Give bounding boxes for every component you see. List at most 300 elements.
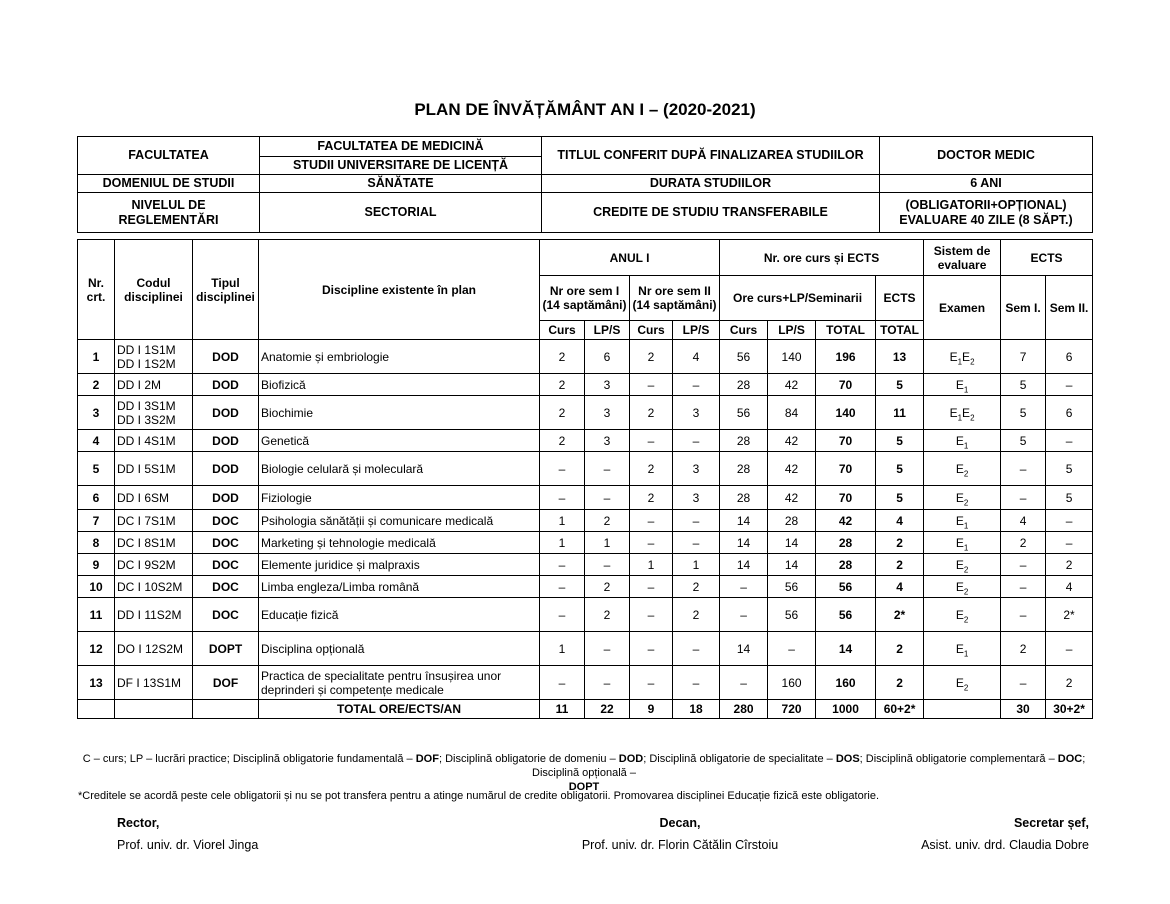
row-l1: 2 xyxy=(585,598,630,632)
row-cod-1: DC I 9S2M xyxy=(117,557,176,572)
row-examen xyxy=(924,430,1001,452)
row-ects: 5 xyxy=(876,486,924,510)
row-tip: DOD xyxy=(193,452,259,486)
exam-index: 1 xyxy=(963,542,969,552)
row-l1: 3 xyxy=(585,374,630,396)
footnote: *Creditele se acordă peste cele obligatorii și nu se pot transfera pentru a atinge numărul de credite obligatorii. Promovarea disciplinei Educație fizică este obligatorie. xyxy=(78,790,880,802)
row-cod-1: DD I 3S1M xyxy=(117,398,176,413)
row-oc: 56 xyxy=(720,340,768,374)
studii-value: STUDII UNIVERSITARE DE LICENȚĂ xyxy=(260,157,542,175)
row-l1: – xyxy=(585,452,630,486)
table-row xyxy=(78,598,1093,632)
header-lps-3: LP/S xyxy=(768,321,816,340)
row-tip: DOC xyxy=(193,510,259,532)
total-ects: 60+2* xyxy=(876,700,924,719)
row-tip: DOC xyxy=(193,576,259,598)
row-ol: 140 xyxy=(768,340,816,374)
row-nr: 7 xyxy=(78,510,115,532)
row-l2: 2 xyxy=(673,598,720,632)
row-total: 140 xyxy=(816,396,876,430)
header-curs-3: Curs xyxy=(720,321,768,340)
header-curs-2: Curs xyxy=(630,321,673,340)
header-sem1-2: (14 saptămâni) xyxy=(542,298,627,312)
row-nr: 12 xyxy=(78,632,115,666)
row-c1: 1 xyxy=(540,510,585,532)
header-nr-1: Nr. xyxy=(87,275,104,290)
row-total: 28 xyxy=(816,554,876,576)
credite-value-line-1: (OBLIGATORII+OPȚIONAL) xyxy=(905,197,1067,212)
row-sem2: – xyxy=(1046,632,1093,666)
row-l1: 2 xyxy=(585,576,630,598)
credite-label: CREDITE DE STUDIU TRANSFERABILE xyxy=(542,193,880,233)
header-nr xyxy=(78,240,115,340)
row-l2: – xyxy=(673,510,720,532)
signature-role: Rector, xyxy=(117,816,160,830)
row-c1: – xyxy=(540,554,585,576)
row-sem2: 5 xyxy=(1046,452,1093,486)
total-l1: 22 xyxy=(585,700,630,719)
row-ol: 84 xyxy=(768,396,816,430)
row-nr: 3 xyxy=(78,396,115,430)
legend-text-3: ; Disciplină obligatorie de specialitate – xyxy=(643,753,836,765)
row-cod-1: DF I 13S1M xyxy=(117,675,182,690)
row-examen xyxy=(924,452,1001,486)
row-nr: 10 xyxy=(78,576,115,598)
exam-index: 2 xyxy=(963,564,969,574)
table-row xyxy=(78,554,1093,576)
row-c1: 2 xyxy=(540,430,585,452)
row-l1: 2 xyxy=(585,510,630,532)
header-ects2: ECTS xyxy=(876,276,924,321)
header-cod-2: disciplinei xyxy=(124,289,183,304)
legend-text-4: ; Disciplină obligatorie complementară – xyxy=(859,753,1058,765)
row-nr: 4 xyxy=(78,430,115,452)
row-l1: – xyxy=(585,486,630,510)
row-tip: DOD xyxy=(193,430,259,452)
row-c1: 1 xyxy=(540,632,585,666)
header-semII: Sem II. xyxy=(1046,276,1093,340)
row-sem1: 2 xyxy=(1001,632,1046,666)
row-l2: – xyxy=(673,632,720,666)
row-cod-1: DD I 5S1M xyxy=(117,461,176,476)
row-oc: 28 xyxy=(720,374,768,396)
domeniul-value: SĂNĂTATE xyxy=(260,175,542,193)
total-ol: 720 xyxy=(768,700,816,719)
row-sem2: 6 xyxy=(1046,340,1093,374)
header-sistem xyxy=(924,240,1001,276)
row-l1: 3 xyxy=(585,396,630,430)
info-table xyxy=(77,136,1093,233)
row-cod xyxy=(115,666,193,700)
credite-value-line-2: EVALUARE 40 ZILE (8 SĂPT.) xyxy=(899,212,1073,227)
signature-name: Prof. univ. dr. Viorel Jinga xyxy=(117,838,259,852)
total-c2: 9 xyxy=(630,700,673,719)
row-l2: – xyxy=(673,666,720,700)
row-oc: 28 xyxy=(720,452,768,486)
header-lps-2: LP/S xyxy=(673,321,720,340)
row-disciplina: Educație fizică xyxy=(259,598,540,632)
row-ol: 14 xyxy=(768,554,816,576)
row-sem2: – xyxy=(1046,532,1093,554)
total-empty-4 xyxy=(924,700,1001,719)
exam-letter: E xyxy=(955,461,964,476)
row-examen xyxy=(924,486,1001,510)
header-sistem-1: Sistem de xyxy=(933,243,991,258)
row-disciplina: Elemente juridice și malpraxis xyxy=(259,554,540,576)
row-cod xyxy=(115,374,193,396)
row-nr: 8 xyxy=(78,532,115,554)
row-oc: 14 xyxy=(720,532,768,554)
legend-dopt: DOPT xyxy=(568,781,600,793)
row-oc: 56 xyxy=(720,396,768,430)
row-sem2: 2* xyxy=(1046,598,1093,632)
row-oc: 14 xyxy=(720,510,768,532)
row-sem1: 4 xyxy=(1001,510,1046,532)
row-ol: 42 xyxy=(768,430,816,452)
plan-table xyxy=(77,239,1093,719)
row-nr: 11 xyxy=(78,598,115,632)
domeniul-label: DOMENIUL DE STUDII xyxy=(78,175,260,193)
row-examen xyxy=(924,598,1001,632)
signature-secretar xyxy=(921,816,1089,852)
exam-letter: E xyxy=(955,641,964,656)
row-total: 56 xyxy=(816,576,876,598)
total-s1: 30 xyxy=(1001,700,1046,719)
row-disciplina: Fiziologie xyxy=(259,486,540,510)
row-sem1: – xyxy=(1001,666,1046,700)
header-curs-1: Curs xyxy=(540,321,585,340)
row-c1: 2 xyxy=(540,396,585,430)
legend-dof: DOF xyxy=(415,753,439,765)
header-sem2 xyxy=(630,276,720,321)
row-disciplina: Practica de specialitate pentru însușirea unor deprinderi și competențe medicale xyxy=(259,666,540,700)
header-cod xyxy=(115,240,193,340)
titlul-value: DOCTOR MEDIC xyxy=(880,137,1093,175)
row-ol: 42 xyxy=(768,486,816,510)
row-ol: 160 xyxy=(768,666,816,700)
durata-value: 6 ANI xyxy=(880,175,1093,193)
total-empty-1 xyxy=(78,700,115,719)
header-sem2-1: Nr ore sem II xyxy=(638,284,711,298)
row-ol: 42 xyxy=(768,452,816,486)
row-total: 28 xyxy=(816,532,876,554)
row-c2: – xyxy=(630,632,673,666)
row-cod xyxy=(115,632,193,666)
row-examen xyxy=(924,396,1001,430)
exam-index: 1 xyxy=(963,648,969,658)
row-l2: – xyxy=(673,430,720,452)
row-oc: – xyxy=(720,598,768,632)
row-sem1: – xyxy=(1001,576,1046,598)
row-examen xyxy=(924,510,1001,532)
row-tip: DOC xyxy=(193,532,259,554)
exam-index: 1 xyxy=(963,384,969,394)
table-row xyxy=(78,374,1093,396)
row-ects: 13 xyxy=(876,340,924,374)
row-cod-2: DD I 1S2M xyxy=(117,356,176,371)
row-nr: 2 xyxy=(78,374,115,396)
row-tip: DOC xyxy=(193,554,259,576)
total-ot: 1000 xyxy=(816,700,876,719)
row-disciplina: Marketing și tehnologie medicală xyxy=(259,532,540,554)
nivelul-label: NIVELUL DE REGLEMENTĂRI xyxy=(78,193,260,233)
exam-index: 1 xyxy=(957,356,963,366)
page-title: PLAN DE ÎNVĂȚĂMÂNT AN I – (2020-2021) xyxy=(414,100,756,119)
exam-letter: E xyxy=(955,607,964,622)
facultatea-value: FACULTATEA DE MEDICINĂ xyxy=(260,137,542,157)
row-cod-2: DD I 3S2M xyxy=(117,412,176,427)
exam-letter: E xyxy=(962,405,971,420)
header-semI: Sem I. xyxy=(1001,276,1046,340)
row-tip: DOD xyxy=(193,374,259,396)
exam-letter: E xyxy=(955,513,964,528)
row-cod xyxy=(115,430,193,452)
row-sem1: 2 xyxy=(1001,532,1046,554)
row-oc: 14 xyxy=(720,554,768,576)
row-sem2: – xyxy=(1046,374,1093,396)
exam-index: 2 xyxy=(970,356,975,366)
table-row xyxy=(78,396,1093,430)
row-disciplina: Genetică xyxy=(259,430,540,452)
header-orecurs: Ore curs+LP/Seminarii xyxy=(720,276,876,321)
header-sem2-2: (14 saptămâni) xyxy=(632,298,717,312)
header-tip-1: Tipul xyxy=(211,275,240,290)
signature-decan xyxy=(560,816,800,852)
row-examen xyxy=(924,554,1001,576)
row-disciplina: Anatomie și embriologie xyxy=(259,340,540,374)
row-ects: 4 xyxy=(876,510,924,532)
row-cod-1: DD I 1S1M xyxy=(117,342,176,357)
row-disciplina: Biochimie xyxy=(259,396,540,430)
row-ol: 42 xyxy=(768,374,816,396)
header-nrore: Nr. ore curs și ECTS xyxy=(720,240,924,276)
row-sem1: 5 xyxy=(1001,396,1046,430)
row-examen xyxy=(924,340,1001,374)
row-c2: – xyxy=(630,430,673,452)
row-total: 160 xyxy=(816,666,876,700)
row-l2: – xyxy=(673,374,720,396)
row-l2: – xyxy=(673,532,720,554)
row-cod-1: DD I 2M xyxy=(117,377,162,392)
exam-letter: E xyxy=(955,557,964,572)
total-row xyxy=(78,700,1093,719)
credite-value xyxy=(880,193,1093,233)
signature-name: Prof. univ. dr. Florin Cătălin Cîrstoiu xyxy=(581,838,779,852)
row-cod xyxy=(115,598,193,632)
row-examen xyxy=(924,632,1001,666)
row-c1: 2 xyxy=(540,340,585,374)
durata-label: DURATA STUDIILOR xyxy=(542,175,880,193)
header-tip xyxy=(193,240,259,340)
table-row xyxy=(78,666,1093,700)
signature-name: Asist. univ. drd. Claudia Dobre xyxy=(921,838,1089,852)
row-total: 14 xyxy=(816,632,876,666)
row-sem1: – xyxy=(1001,554,1046,576)
table-row xyxy=(78,510,1093,532)
row-l1: – xyxy=(585,666,630,700)
signature-role: Decan, xyxy=(659,816,701,830)
row-cod-1: DC I 8S1M xyxy=(117,535,176,550)
row-sem1: – xyxy=(1001,452,1046,486)
legend-dos: DOS xyxy=(835,753,860,765)
row-sem1: 5 xyxy=(1001,374,1046,396)
exam-index: 2 xyxy=(963,682,969,692)
row-cod xyxy=(115,510,193,532)
header-sistem-2: evaluare xyxy=(937,257,987,272)
exam-index: 2 xyxy=(963,586,969,596)
row-l2: 1 xyxy=(673,554,720,576)
row-c1: – xyxy=(540,452,585,486)
row-cod xyxy=(115,452,193,486)
row-c2: – xyxy=(630,666,673,700)
table-row xyxy=(78,576,1093,598)
header-nr-2: crt. xyxy=(86,289,106,304)
row-tip: DOF xyxy=(193,666,259,700)
row-ol: 28 xyxy=(768,510,816,532)
row-nr: 13 xyxy=(78,666,115,700)
row-ects: 2* xyxy=(876,598,924,632)
header-sem1-1: Nr ore sem I xyxy=(549,284,620,298)
row-ects: 2 xyxy=(876,666,924,700)
header-anul: ANUL I xyxy=(540,240,720,276)
row-oc: 28 xyxy=(720,486,768,510)
row-sem2: 5 xyxy=(1046,486,1093,510)
total-oc: 280 xyxy=(720,700,768,719)
row-ects: 2 xyxy=(876,554,924,576)
row-l1: – xyxy=(585,632,630,666)
row-total: 70 xyxy=(816,430,876,452)
legend-doc: DOC xyxy=(1057,753,1083,765)
total-l2: 18 xyxy=(673,700,720,719)
row-oc: – xyxy=(720,666,768,700)
row-c2: – xyxy=(630,532,673,554)
row-l2: 3 xyxy=(673,452,720,486)
header-ects: ECTS xyxy=(1001,240,1093,276)
row-cod xyxy=(115,340,193,374)
legend-text-2: ; Disciplină obligatorie de domeniu – xyxy=(438,753,619,765)
exam-letter: E xyxy=(955,675,964,690)
row-sem1: – xyxy=(1001,598,1046,632)
header-disc: Discipline existente în plan xyxy=(259,240,540,340)
row-oc: 14 xyxy=(720,632,768,666)
row-total: 56 xyxy=(816,598,876,632)
row-ects: 2 xyxy=(876,532,924,554)
exam-letter: E xyxy=(955,433,964,448)
row-examen xyxy=(924,374,1001,396)
exam-index: 2 xyxy=(970,412,975,422)
exam-letter: E xyxy=(955,490,964,505)
row-cod-1: DC I 7S1M xyxy=(117,513,176,528)
facultatea-label: FACULTATEA xyxy=(78,137,260,175)
table-row xyxy=(78,532,1093,554)
row-ol: 14 xyxy=(768,532,816,554)
row-ects: 5 xyxy=(876,430,924,452)
row-l1: 6 xyxy=(585,340,630,374)
row-c1: – xyxy=(540,486,585,510)
header-tip-2: disciplinei xyxy=(196,289,255,304)
row-sem2: 2 xyxy=(1046,554,1093,576)
total-empty-3 xyxy=(193,700,259,719)
row-ects: 11 xyxy=(876,396,924,430)
row-nr: 6 xyxy=(78,486,115,510)
row-l1: 3 xyxy=(585,430,630,452)
row-ects: 4 xyxy=(876,576,924,598)
row-c2: 2 xyxy=(630,452,673,486)
legend-text-1: C – curs; LP – lucrări practice; Disciplină obligatorie fundamentală – xyxy=(82,753,416,765)
row-cod-1: DO I 12S2M xyxy=(117,641,184,656)
exam-letter: E xyxy=(955,377,964,392)
header-sem1 xyxy=(540,276,630,321)
row-c1: – xyxy=(540,666,585,700)
row-c2: 1 xyxy=(630,554,673,576)
legend-dod: DOD xyxy=(618,753,644,765)
row-nr: 9 xyxy=(78,554,115,576)
row-c2: – xyxy=(630,576,673,598)
row-ol: 56 xyxy=(768,598,816,632)
row-nr: 5 xyxy=(78,452,115,486)
row-c2: – xyxy=(630,374,673,396)
row-cod-1: DD I 6SM xyxy=(117,490,170,505)
exam-letter: E xyxy=(955,579,964,594)
row-ects: 5 xyxy=(876,452,924,486)
signature-role: Secretar șef, xyxy=(1013,816,1089,830)
row-ol: – xyxy=(768,632,816,666)
row-sem2: – xyxy=(1046,430,1093,452)
exam-index: 1 xyxy=(963,520,969,530)
header-total-ects: TOTAL xyxy=(876,321,924,340)
table-row xyxy=(78,632,1093,666)
row-cod xyxy=(115,486,193,510)
row-l1: – xyxy=(585,554,630,576)
row-ol: 56 xyxy=(768,576,816,598)
exam-index: 1 xyxy=(963,440,969,450)
row-sem1: – xyxy=(1001,486,1046,510)
row-tip: DOC xyxy=(193,598,259,632)
nivelul-value: SECTORIAL xyxy=(260,193,542,233)
row-tip: DOD xyxy=(193,486,259,510)
header-examen: Examen xyxy=(924,276,1001,340)
row-cod-1: DD I 11S2M xyxy=(117,607,182,622)
row-l1: 1 xyxy=(585,532,630,554)
exam-index: 2 xyxy=(963,497,969,507)
row-ects: 2 xyxy=(876,632,924,666)
exam-index: 1 xyxy=(957,412,963,422)
row-l2: 4 xyxy=(673,340,720,374)
exam-index: 2 xyxy=(963,468,969,478)
row-cod xyxy=(115,554,193,576)
legend-text-5: ; Disciplină opțională – xyxy=(532,753,1086,779)
row-c1: – xyxy=(540,576,585,598)
row-cod-1: DC I 10S2M xyxy=(117,579,183,594)
row-disciplina: Psihologia sănătății și comunicare medicală xyxy=(259,510,540,532)
row-total: 70 xyxy=(816,374,876,396)
row-total: 70 xyxy=(816,452,876,486)
row-sem2: 2 xyxy=(1046,666,1093,700)
row-c2: 2 xyxy=(630,396,673,430)
row-sem2: 4 xyxy=(1046,576,1093,598)
row-oc: – xyxy=(720,576,768,598)
row-examen xyxy=(924,576,1001,598)
total-s2: 30+2* xyxy=(1046,700,1093,719)
row-sem1: 7 xyxy=(1001,340,1046,374)
table-row xyxy=(78,340,1093,374)
exam-index: 2 xyxy=(963,614,969,624)
exam-letter: E xyxy=(955,535,964,550)
row-examen xyxy=(924,666,1001,700)
row-tip: DOPT xyxy=(193,632,259,666)
row-disciplina: Biologie celulară și moleculară xyxy=(259,452,540,486)
table-row xyxy=(78,486,1093,510)
